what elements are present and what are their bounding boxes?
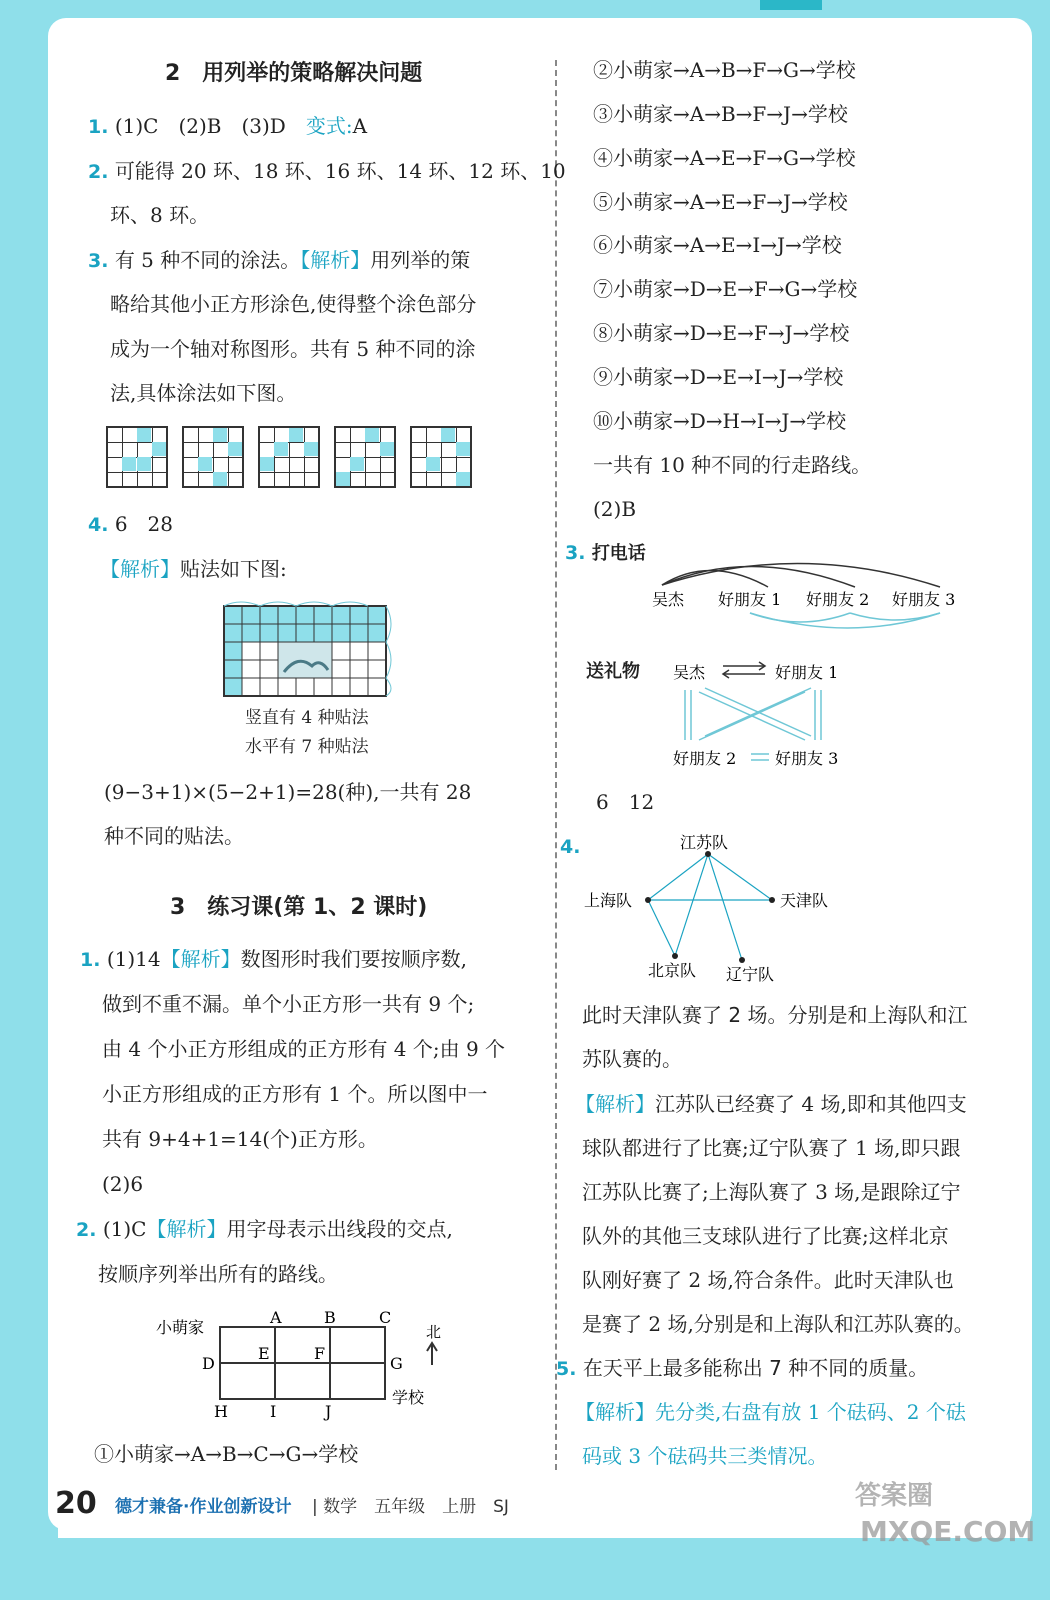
p1-analysis-tag: 【解析】	[160, 947, 241, 971]
p1-answer: (1)14	[106, 947, 161, 971]
p4-explain-5: 队刚好赛了 2 场,符合条件。此时天津队也	[582, 1268, 954, 1292]
p2-line-1	[76, 1217, 453, 1242]
route-1: ①小萌家→A→B→C→G→学校	[94, 1442, 359, 1466]
gift-wujie: 吴杰	[673, 663, 706, 682]
p4-explain-text-1: 江苏队已经赛了 4 场,即和其他四支	[655, 1092, 967, 1116]
route-7: ⑦小萌家→D→E→F→G→学校	[593, 277, 858, 301]
map-label-b: B	[324, 1308, 336, 1327]
q3-text-4: 法,具体涂法如下图。	[110, 381, 297, 405]
gift-friend-3: 好朋友 3	[775, 749, 839, 768]
p5-analysis-tag: 【解析】	[575, 1400, 655, 1424]
routes-total: 一共有 10 种不同的行走路线。	[593, 453, 872, 477]
gift-friend-1: 好朋友 1	[775, 663, 839, 682]
p1-text-6: (2)6	[102, 1172, 144, 1196]
team-beijing: 北京队	[648, 961, 697, 980]
q4-number: 4.	[88, 514, 109, 536]
map-north-label: 北	[426, 1323, 442, 1341]
p4-answer-2: 苏队赛的。	[582, 1047, 682, 1071]
gift-diagram	[665, 650, 875, 775]
page-frame-right	[1030, 0, 1050, 1600]
p4-explain-6: 是赛了 2 场,分别是和上海队和江苏队赛的。	[582, 1312, 974, 1336]
q4-analysis	[100, 557, 287, 581]
p4-analysis-tag: 【解析】	[575, 1092, 655, 1116]
p2-text-1: 用字母表示出线段的交点,	[226, 1217, 453, 1241]
q4-caption-horizontal: 水平有 7 种贴法	[245, 737, 369, 757]
p1-text-2: 做到不重不漏。单个小正方形一共有 9 个;	[102, 992, 475, 1016]
p3-call-label: 打电话	[591, 543, 646, 564]
q2-line-1	[88, 159, 566, 184]
q3-number: 3.	[88, 250, 109, 272]
team-match-graph	[580, 828, 860, 988]
page-paper	[48, 18, 1032, 1530]
coloring-grid-4	[334, 426, 396, 488]
p1-number: 1.	[80, 949, 101, 971]
p2-number: 2.	[76, 1219, 97, 1241]
team-tianjin: 天津队	[780, 891, 829, 910]
map-label-d: D	[202, 1354, 215, 1373]
q1-variant-answer: A	[352, 114, 368, 138]
p5-number: 5.	[556, 1358, 577, 1380]
p5-line	[556, 1356, 928, 1381]
p2-answer: (1)C	[102, 1217, 147, 1241]
p4-answer-1: 此时天津队赛了 2 场。分别是和上海队和江	[582, 1003, 968, 1027]
p4-explain-1	[575, 1092, 967, 1116]
p4-explain-2: 球队都进行了比赛;辽宁队赛了 1 场,即只跟	[582, 1136, 961, 1160]
q1-line	[88, 114, 367, 139]
route-9: ⑨小萌家→D→E→I→J→学校	[593, 365, 844, 389]
section-3-title: 3 练习课(第 1、2 课时)	[170, 895, 428, 920]
q3-text-3: 成为一个轴对称图形。共有 5 种不同的涂	[110, 337, 476, 361]
map-label-a: A	[270, 1308, 282, 1327]
p5-explain-text-1: 先分类,右盘有放 1 个砝码、2 个砝	[655, 1400, 966, 1424]
watermark-logo: 答案圈	[855, 1481, 934, 1511]
p1-text-4: 小正方形组成的正方形有 1 个。所以图中一	[102, 1082, 488, 1106]
p1-text-3: 由 4 个小正方形组成的正方形有 4 个;由 9 个	[102, 1037, 506, 1061]
p2-text-2: 按顺序列举出所有的路线。	[98, 1262, 338, 1286]
q4-calc-2: 种不同的贴法。	[104, 824, 244, 848]
map-label-h: H	[214, 1402, 228, 1421]
q3-analysis-tag: 【解析】	[300, 248, 371, 272]
call-wujie: 吴杰	[652, 590, 685, 609]
gift-friend-2: 好朋友 2	[673, 749, 737, 768]
page-number: 20	[55, 1486, 97, 1521]
p4-number-label: 4.	[560, 836, 581, 858]
q3-text-2: 略给其他小正方形涂色,使得整个涂色部分	[110, 292, 477, 316]
coloring-grid-3	[258, 426, 320, 488]
p4-explain-4: 队外的其他三支球队进行了比赛;这样北京	[582, 1224, 949, 1248]
p4-explain-3: 江苏队比赛了;上海队赛了 3 场,是跟除辽宁	[582, 1180, 961, 1204]
map-label-g: G	[390, 1354, 403, 1373]
coloring-grid-2	[182, 426, 244, 488]
q2-number: 2.	[88, 161, 109, 183]
q1-answer: (1)C (2)B (3)D	[114, 114, 306, 138]
p1-text-5: 共有 9+4+1=14(个)正方形。	[102, 1127, 378, 1151]
watermark-url: MXQE.COM	[860, 1515, 1036, 1548]
route-4: ④小萌家→A→E→F→G→学校	[593, 146, 856, 170]
q4-analysis-text: 贴法如下图:	[180, 557, 287, 581]
p3-gift-label: 送礼物	[586, 661, 640, 682]
map-label-f: F	[314, 1344, 326, 1363]
team-jiangsu: 江苏队	[680, 833, 729, 852]
q2-text-1: 可能得 20 环、18 环、16 环、14 环、12 环、10	[114, 159, 566, 183]
column-divider	[555, 60, 557, 1470]
q3-line-1	[88, 248, 470, 273]
p5-explain-1	[575, 1400, 966, 1424]
route-map-figure	[150, 1305, 460, 1425]
q1-number: 1.	[88, 116, 109, 138]
team-shanghai: 上海队	[584, 891, 633, 910]
q3-answer: 有 5 种不同的涂法。	[114, 248, 301, 272]
phone-call-diagram	[640, 555, 980, 640]
p3-number: 3.	[565, 542, 586, 564]
map-label-e: E	[258, 1344, 270, 1363]
route-8: ⑧小萌家→D→E→F→J→学校	[593, 321, 850, 345]
q1-variant-label: 变式:	[305, 114, 353, 138]
p5-answer: 在天平上最多能称出 7 种不同的质量。	[582, 1356, 929, 1380]
route-10: ⑩小萌家→D→H→I→J→学校	[593, 409, 847, 433]
map-label-i: I	[270, 1402, 277, 1421]
q4-analysis-tag: 【解析】	[100, 557, 180, 581]
q4-calc-1: (9−3+1)×(5−2+1)=28(种),一共有 28	[104, 780, 472, 804]
book-series: 德才兼备·作业创新设计	[115, 1497, 292, 1517]
p4-number	[560, 834, 580, 859]
q3-text-1: 用列举的策	[370, 248, 471, 272]
stamp-grid-figure	[220, 600, 420, 700]
q4-answer: 6 28	[114, 512, 173, 536]
p1-line-1	[80, 947, 467, 972]
top-tab-mark	[760, 0, 822, 10]
call-friend-1: 好朋友 1	[718, 590, 782, 609]
p2-analysis-tag: 【解析】	[146, 1217, 227, 1241]
route-6: ⑥小萌家→A→E→I→J→学校	[593, 233, 842, 257]
team-liaoning: 辽宁队	[726, 965, 775, 984]
p3-answer: 6 12	[596, 790, 655, 814]
call-friend-2: 好朋友 2	[806, 590, 870, 609]
section-2-title: 2 用列举的策略解决问题	[165, 61, 423, 86]
p5-explain-2: 码或 3 个砝码共三类情况。	[582, 1444, 828, 1468]
coloring-grid-5	[410, 426, 472, 488]
map-school-label: 学校	[392, 1388, 425, 1407]
q2-text-2: 环、8 环。	[110, 203, 210, 227]
q4-caption-vertical: 竖直有 4 种贴法	[245, 708, 369, 728]
p1-text-1: 数图形时我们要按顺序数,	[240, 947, 467, 971]
p2-part-2: (2)B	[593, 497, 637, 521]
map-label-c: C	[379, 1308, 392, 1327]
q4-line	[88, 512, 173, 537]
route-2: ②小萌家→A→B→F→G→学校	[593, 58, 856, 82]
route-3: ③小萌家→A→B→F→J→学校	[593, 102, 848, 126]
map-home-label: 小萌家	[156, 1318, 205, 1337]
coloring-grid-1	[106, 426, 168, 488]
p3-line	[565, 540, 646, 566]
book-info: | 数学 五年级 上册 SJ	[312, 1497, 509, 1517]
route-5: ⑤小萌家→A→E→F→J→学校	[593, 190, 848, 214]
map-label-j: J	[325, 1402, 332, 1421]
call-friend-3: 好朋友 3	[892, 590, 956, 609]
